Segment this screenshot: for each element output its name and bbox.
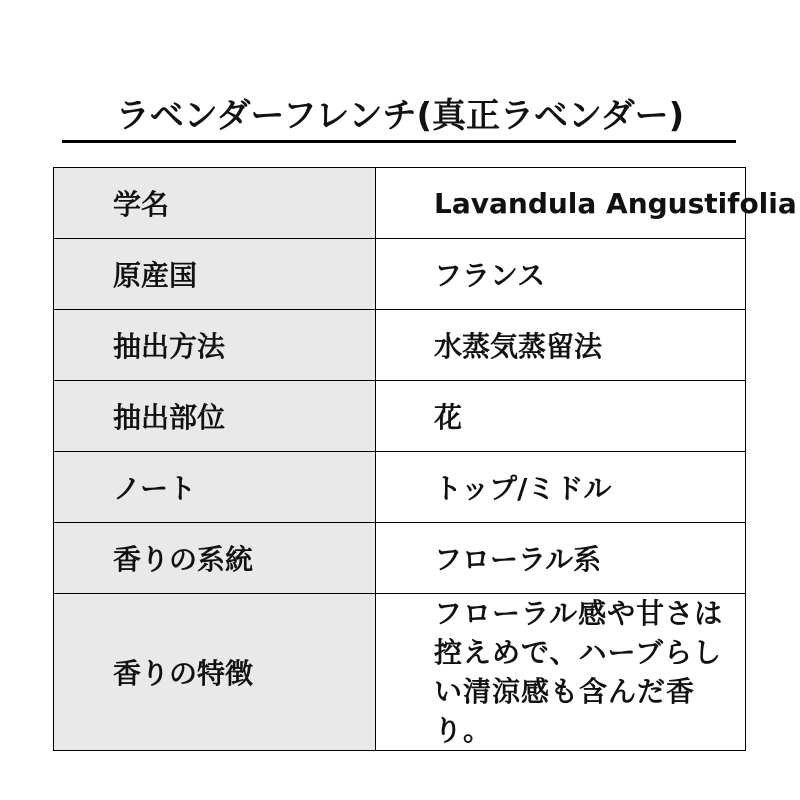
row-label-scent-family: 香りの系統 (54, 523, 376, 594)
table-row (54, 168, 746, 239)
row-label-origin: 原産国 (54, 239, 376, 310)
row-label-note: ノート (54, 452, 376, 523)
row-value-origin: フランス (376, 239, 746, 310)
row-value-scent-family: フローラル系 (376, 523, 746, 594)
table-row (54, 523, 746, 594)
table-row (54, 381, 746, 452)
row-value-extraction-method: 水蒸気蒸留法 (376, 310, 746, 381)
table-row (54, 594, 746, 751)
table-row (54, 239, 746, 310)
row-value-scientific-name: Lavandula Angustifolia (376, 168, 746, 239)
row-value-scent-characteristics: フローラル感や甘さは控えめで、ハーブらしい清涼感も含んだ香り。 (376, 594, 746, 751)
table-row (54, 452, 746, 523)
table-row (54, 310, 746, 381)
title-underline (62, 140, 736, 143)
info-table (53, 167, 797, 751)
row-label-scent-characteristics: 香りの特徴 (54, 594, 376, 751)
row-label-extraction-method: 抽出方法 (54, 310, 376, 381)
page-title: ラベンダーフレンチ(真正ラベンダー) (115, 96, 685, 136)
row-label-extraction-part: 抽出部位 (54, 381, 376, 452)
row-value-note: トップ/ミドル (376, 452, 746, 523)
row-label-scientific-name: 学名 (54, 168, 376, 239)
row-value-extraction-part: 花 (376, 381, 746, 452)
